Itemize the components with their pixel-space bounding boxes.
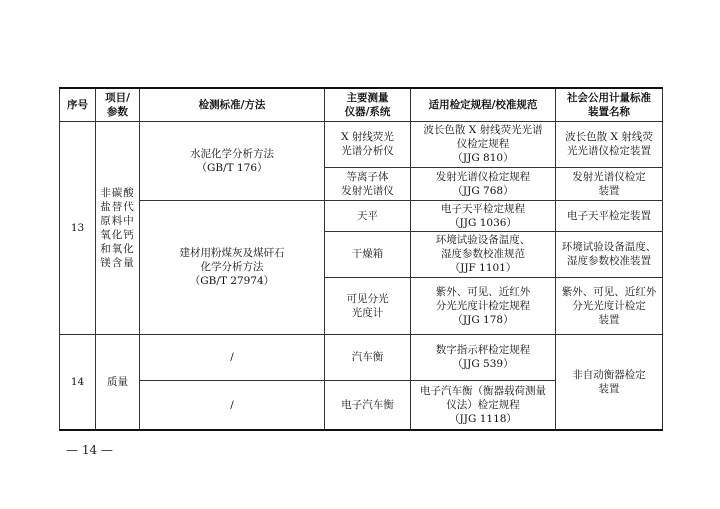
- row14-regulation-a: 数字指示秤检定规程 （JJG 539）: [411, 334, 556, 380]
- row13-instrument: 等离子体 发射光谱仪: [325, 167, 411, 200]
- row13-instrument: 可见分光 光度计: [325, 277, 411, 334]
- row13-facility: 环境试验设备温度、 湿度参数校准装置: [556, 231, 663, 277]
- row13-seq: 13: [60, 121, 96, 334]
- row13-instrument: X 射线荧光 光谱分析仪: [325, 121, 411, 167]
- row13-regulation: 发射光谱仪检定规程 （JJG 768）: [411, 167, 556, 200]
- row13-facility: 发射光谱仪检定 装置: [556, 167, 663, 200]
- table-row: [60, 334, 663, 380]
- row14-facility: 非自动衡器检定 装置: [556, 334, 663, 430]
- row13-instrument: 干燥箱: [325, 231, 411, 277]
- row13-facility: 波长色散 X 射线荧 光光谱仪检定装置: [556, 121, 663, 167]
- row14-instrument-b: 电子汽车衡: [325, 380, 411, 430]
- row14-instrument-a: 汽车衡: [325, 334, 411, 380]
- standards-table: [59, 87, 663, 431]
- row14-regulation-b: 电子汽车衡（衡器载荷测量 仪法）检定规程 （JJG 1118）: [411, 380, 556, 430]
- page-number: — 14 —: [66, 443, 113, 457]
- row13-facility: 紫外、可见、近红外 分光光度计检定 装置: [556, 277, 663, 334]
- header-instrument: 主要测量 仪器/系统: [325, 88, 411, 121]
- table-row: [60, 200, 663, 231]
- row14-seq: 14: [60, 334, 96, 430]
- row13-method-a: 水泥化学分析方法 （GB/T 176）: [140, 121, 325, 200]
- table-row: [60, 121, 663, 167]
- row13-regulation: 电子天平检定规程 （JJG 1036）: [411, 200, 556, 231]
- row13-regulation: 环境试验设备温度、 湿度参数校准规范 （JJF 1101）: [411, 231, 556, 277]
- row13-facility: 电子天平检定装置: [556, 200, 663, 231]
- header-method: 检测标准/方法: [140, 88, 325, 121]
- row13-method-b: 建材用粉煤灰及煤矸石 化学分析方法 （GB/T 27974）: [140, 200, 325, 334]
- row13-item: 非碳酸 盐替代 原料中 氧化钙 和氧化 镁含量: [96, 121, 140, 334]
- row14-method-b: /: [140, 380, 325, 430]
- header-seq: 序号: [60, 88, 96, 121]
- row14-method-a: /: [140, 334, 325, 380]
- row14-item: 质量: [96, 334, 140, 430]
- header-facility: 社会公用计量标准 装置名称: [556, 88, 663, 121]
- row13-instrument: 天平: [325, 200, 411, 231]
- header-item: 项目/ 参数: [96, 88, 140, 121]
- row13-regulation: 紫外、可见、近红外 分光光度计检定规程 （JJG 178）: [411, 277, 556, 334]
- header-regulation: 适用检定规程/校准规范: [411, 88, 556, 121]
- table-header-row: [60, 88, 663, 121]
- row13-regulation: 波长色散 X 射线荧光光谱 仪检定规程 （JJG 810）: [411, 121, 556, 167]
